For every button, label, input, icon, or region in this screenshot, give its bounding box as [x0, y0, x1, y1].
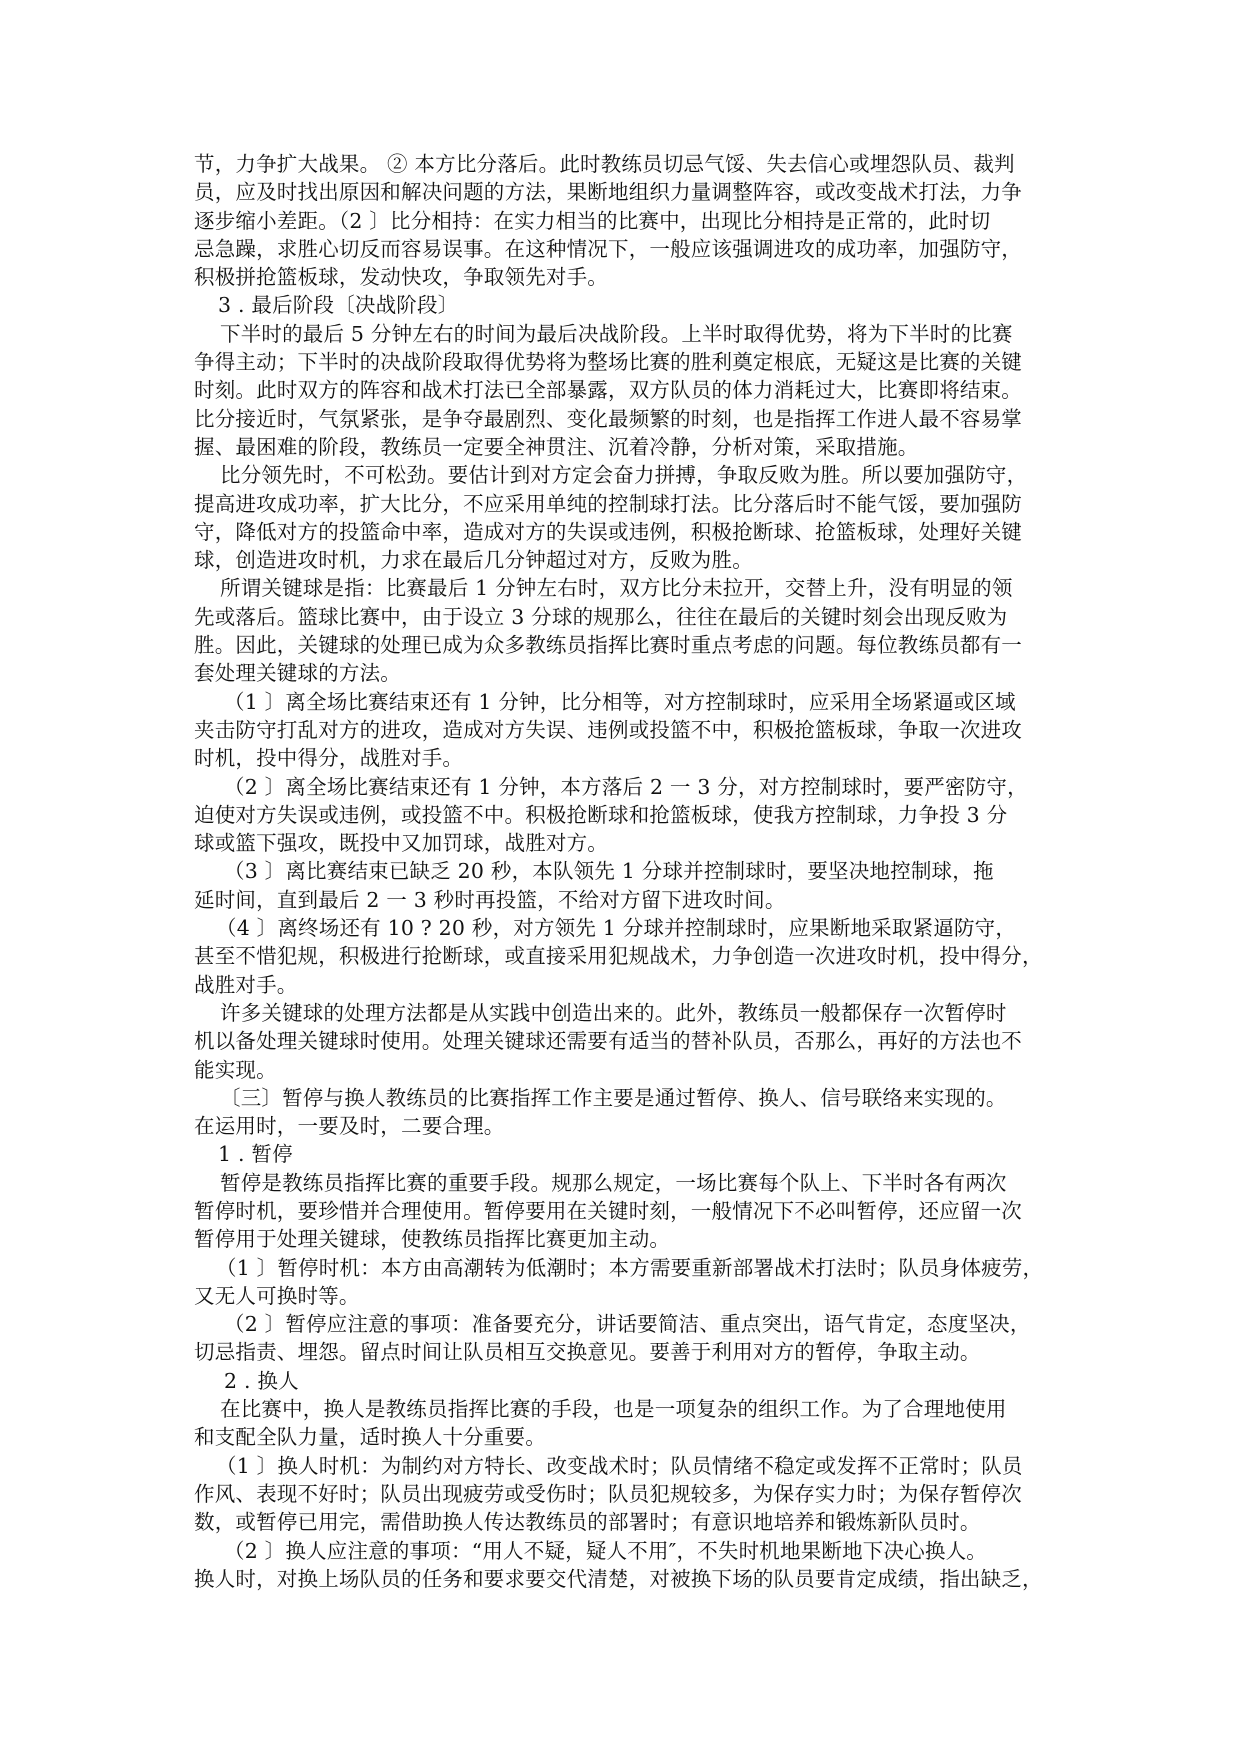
text-line: 守，降低对方的投篮命中率，造成对方的失误或违例，积极抢断球、抢篮板球，处理好关键 [194, 519, 1022, 544]
text-line: 1 . 暂停 [218, 1142, 293, 1167]
text-line: （1 〕换人时机：为制约对方特长、改变战术时；队员情绪不稳定或发挥不正常时；队员 [216, 1453, 1023, 1478]
text-line: 暂停是教练员指挥比赛的重要手段。规那么规定，一场比赛每个队上、下半时各有两次 [220, 1170, 1007, 1195]
text-line: 切忌指责、埋怨。留点时间让队员相互交换意见。要善于利用对方的暂停，争取主动。 [194, 1340, 981, 1365]
text-line: 又无人可换时等。 [194, 1283, 360, 1308]
text-line: 球或篮下强攻，既投中又加罚球，战胜对方。 [194, 831, 608, 856]
text-line: 争得主动；下半时的决战阶段取得优势将为整场比赛的胜利奠定根底，无疑这是比赛的关键 [194, 350, 1022, 375]
text-line: 员，应及时找出原因和解决问题的方法，果断地组织力量调整阵容，或改变战术打法，力争 [194, 180, 1022, 205]
text-line: （1 〕离全场比赛结束还有 1 分钟，比分相等，对方控制球时，应采用全场紧逼或区域 [224, 689, 1016, 714]
text-line: 暂停用于处理关键球，使教练员指挥比赛更加主动。 [194, 1227, 671, 1252]
text-line: 战胜对手。 [194, 972, 298, 997]
text-line: 能实现。 [194, 1057, 277, 1082]
text-line: 套处理关键球的方法。 [194, 661, 401, 686]
text-line: 〔三〕暂停与换人教练员的比赛指挥工作主要是通过暂停、换人、信号联络来实现的。 [220, 1085, 1007, 1110]
text-line: 迫使对方失误或违例，或投篮不中。积极抢断球和抢篮板球，使我方控制球，力争投 3 分 [194, 802, 1008, 827]
text-line: （2 〕离全场比赛结束还有 1 分钟，本方落后 2 一 3 分，对方控制球时，要严密防守， [224, 774, 1028, 799]
document-body [194, 150, 1074, 1593]
text-line: 作风、表现不好时；队员出现疲劳或受伤时；队员犯规较多，为保存实力时；为保存暂停次 [194, 1481, 1022, 1506]
text-line: 节，力争扩大战果。 ② 本方比分落后。此时教练员切忌气馁、失去信心或埋怨队员、裁判 [194, 152, 1015, 176]
text-line: 在比赛中，换人是教练员指挥比赛的手段，也是一项复杂的组织工作。为了合理地使用 [220, 1397, 1007, 1422]
text-line: 和支配全队力量，适时换人十分重要。 [194, 1425, 546, 1450]
text-line: 甚至不惜犯规，积极进行抢断球，或直接采用犯规战术，力争创造一次进攻时机，投中得分， [194, 944, 1043, 969]
text-line: 所谓关键球是指：比赛最后 1 分钟左右时，双方比分未拉开，交替上升，没有明显的领 [220, 576, 1013, 601]
text-line: 提高进攻成功率，扩大比分，不应采用单纯的控制球打法。比分落后时不能气馁，要加强防 [194, 491, 1022, 516]
text-line: 暂停时机，要珍惜并合理使用。暂停要用在关键时刻，一般情况下不必叫暂停，还应留一次 [194, 1198, 1022, 1223]
text-line: 胜。因此，关键球的处理已成为众多教练员指挥比赛时重点考虑的问题。每位教练员都有一 [194, 633, 1022, 658]
text-line: （4 〕离终场还有 10 ? 20 秒，对方领先 1 分球并控制球时，应果断地采取紧逼防守， [216, 916, 1017, 941]
text-line: 比分领先时，不可松劲。要估计到对方定会奋力拼搏，争取反败为胜。所以要加强防守， [220, 463, 1028, 488]
text-line: 逐步缩小差距。（2 〕比分相持：在实力相当的比赛中，出现比分相持是正常的，此时切 [194, 208, 991, 233]
text-line: 忌急躁，求胜心切反而容易误事。在这种情况下，一般应该强调进攻的成功率，加强防守， [194, 236, 1022, 261]
text-line: 延时间，直到最后 2 一 3 秒时再投篮，不给对方留下进攻时间。 [194, 887, 786, 912]
text-line: 先或落后。篮球比赛中，由于设立 3 分球的规那么，往往在最后的关键时刻会出现反败为 [194, 604, 1008, 629]
text-line: 球，创造进攻时机，力求在最后几分钟超过对方，反败为胜。 [194, 548, 753, 573]
text-line: 在运用时，一要及时，二要合理。 [194, 1114, 505, 1139]
text-line: 数，或暂停已用完，需借助换人传达教练员的部署时；有意识地培养和锻炼新队员时。 [194, 1510, 981, 1535]
text-line: 2 . 换人 [224, 1368, 299, 1393]
text-line: （1 〕暂停时机：本方由高潮转为低潮时；本方需要重新部署战术打法时；队员身体疲劳， [216, 1255, 1044, 1280]
text-line: （2 〕暂停应注意的事项：准备要充分，讲话要简洁、重点突出，语气肯定，态度坚决， [224, 1312, 1031, 1337]
text-line: （2 〕换人应注意的事项：“用人不疑，疑人不用″，不失时机地果断地下决心换人。 [224, 1538, 987, 1563]
text-line: 时刻。此时双方的阵容和战术打法已全部暴露，双方队员的体力消耗过大，比赛即将结束。 [194, 378, 1022, 403]
text-line: 机以备处理关键球时使用。处理关键球还需要有适当的替补队员，否那么，再好的方法也不 [194, 1029, 1022, 1054]
text-line: 下半时的最后 5 分钟左右的时间为最后决战阶段。上半时取得优势，将为下半时的比赛 [220, 321, 1013, 346]
text-line: 比分接近时，气氛紧张，是争夺最剧烈、变化最频繁的时刻，也是指挥工作进人最不容易掌 [194, 406, 1022, 431]
text-line: 许多关键球的处理方法都是从实践中创造出来的。此外，教练员一般都保存一次暂停时 [220, 1000, 1007, 1025]
text-line: 积极拼抢篮板球，发动快攻，争取领先对手。 [194, 265, 608, 290]
text-line: 时机，投中得分，战胜对手。 [194, 746, 464, 771]
text-line: （3 〕离比赛结束已缺乏 20 秒，本队领先 1 分球并控制球时，要坚决地控制球，拖 [224, 859, 994, 884]
text-line: 换人时，对换上场队员的任务和要求要交代清楚，对被换下场的队员要肯定成绩，指出缺乏， [194, 1566, 1043, 1591]
text-line: 3 . 最后阶段〔决战阶段〕 [218, 293, 459, 318]
text-line: 夹击防守打乱对方的进攻，造成对方失误、违例或投篮不中，积极抢篮板球，争取一次进攻 [194, 717, 1022, 742]
text-line: 握、最困难的阶段，教练员一定要全神贯注、沉着冷静，分析对策，采取措施。 [194, 434, 919, 459]
